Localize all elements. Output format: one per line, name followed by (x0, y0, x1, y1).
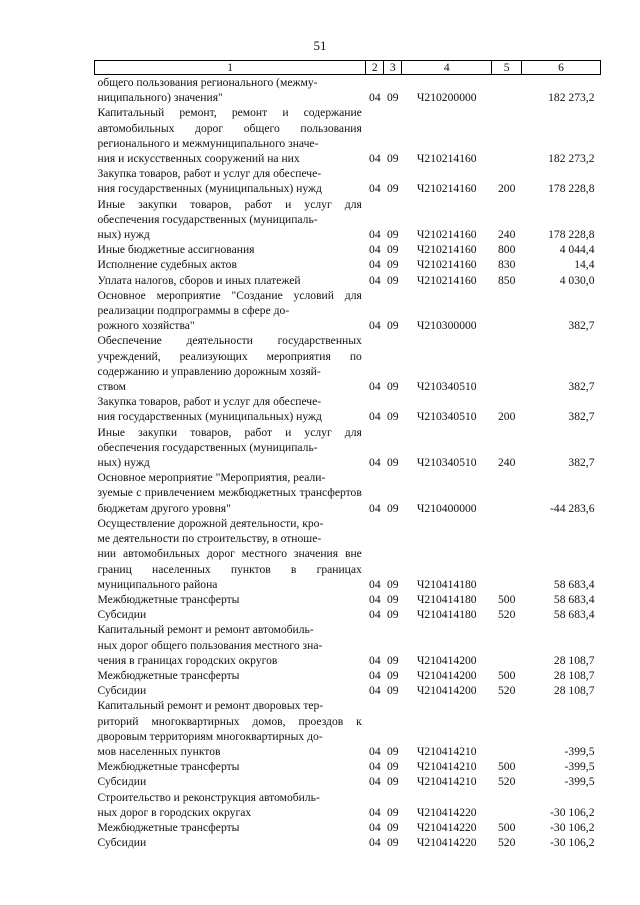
row-name: Обеспечение деятельности государственных учреждений, реализующих мероприятия по содержанию и управлению дорожным хозяй- ством (97, 334, 362, 394)
row-expense-type (492, 75, 522, 106)
row-name: Межбюджетные трансферты (97, 592, 240, 606)
row-target-article: Ч210214160 (416, 258, 477, 272)
row-name: Субсидии (97, 836, 147, 850)
row-amount: -399,5 (564, 775, 595, 789)
row-section: 04 (369, 805, 381, 819)
row-target-article: Ч210214160 (416, 152, 477, 166)
row-expense-type: 520 (497, 684, 516, 698)
header-cell-expense-type: 5 (492, 61, 522, 75)
row-name: Иные бюджетные ассигнования (97, 243, 255, 257)
row-section: 04 (369, 258, 381, 272)
row-section: 04 (369, 273, 381, 287)
table-row (95, 698, 601, 759)
row-name: общего пользования регионального (межму- ниципального) значения" (97, 76, 318, 105)
row-subsection: 09 (387, 820, 399, 834)
row-amount: 382,7 (568, 456, 595, 470)
row-expense-type: 520 (497, 608, 516, 622)
row-amount: 28 108,7 (553, 653, 595, 667)
row-subsection: 09 (387, 258, 399, 272)
row-target-article: Ч210414180 (416, 577, 477, 591)
table-header-row (95, 61, 601, 75)
row-expense-type: 520 (497, 836, 516, 850)
row-target-article: Ч210214160 (416, 228, 477, 242)
row-subsection: 09 (387, 182, 399, 196)
table-row (95, 668, 601, 683)
table-row (95, 835, 601, 850)
row-expense-type (492, 516, 522, 592)
table-row (95, 790, 601, 820)
row-expense-type (492, 333, 522, 394)
row-section: 04 (369, 836, 381, 850)
row-amount: 28 108,7 (553, 684, 595, 698)
row-target-article: Ч210200000 (416, 91, 477, 105)
row-name: Осуществление дорожной деятельности, кро- ме деятельности по строительству, в отноше- нии автомобильных дорог местного значения вне границ населенных пунктов в границах муниципального района (97, 516, 362, 591)
row-name: Межбюджетные трансферты (97, 820, 240, 834)
row-name: Субсидии (97, 775, 147, 789)
row-subsection: 09 (387, 744, 399, 758)
table-row (95, 425, 601, 471)
table-row (95, 759, 601, 774)
row-subsection: 09 (387, 577, 399, 591)
row-target-article: Ч210414210 (416, 760, 477, 774)
header-cell-subsection: 3 (384, 61, 402, 75)
row-subsection: 09 (387, 684, 399, 698)
header-cell-name: 1 (95, 61, 366, 75)
row-target-article: Ч210414180 (416, 608, 477, 622)
row-expense-type (492, 105, 522, 166)
row-subsection: 09 (387, 228, 399, 242)
row-amount: 58 683,4 (553, 592, 595, 606)
row-section: 04 (369, 228, 381, 242)
row-expense-type: 240 (497, 456, 516, 470)
row-subsection: 09 (387, 592, 399, 606)
row-target-article: Ч210414200 (416, 653, 477, 667)
header-cell-section: 2 (366, 61, 384, 75)
row-amount: 4 044,4 (559, 243, 595, 257)
row-amount: -30 106,2 (550, 805, 595, 819)
row-amount: 58 683,4 (553, 608, 595, 622)
table-body (95, 75, 601, 851)
row-section: 04 (369, 820, 381, 834)
row-expense-type: 500 (497, 760, 516, 774)
row-section: 04 (369, 243, 381, 257)
row-subsection: 09 (387, 410, 399, 424)
row-name: Основное мероприятие "Создание условий для реализации подпрограммы в сфере до- рожного хозяйства" (97, 288, 362, 333)
row-subsection: 09 (387, 760, 399, 774)
row-amount: -30 106,2 (550, 820, 595, 834)
row-amount: 28 108,7 (553, 668, 595, 682)
row-section: 04 (369, 775, 381, 789)
row-expense-type: 500 (497, 668, 516, 682)
row-name: Иные закупки товаров, работ и услуг для обеспечения государственных (муниципаль- ных) нужд (97, 197, 362, 242)
row-name: Иные закупки товаров, работ и услуг для обеспечения государственных (муниципаль- ных) нужд (97, 425, 362, 470)
row-target-article: Ч210414210 (416, 775, 477, 789)
row-section: 04 (369, 182, 381, 196)
row-subsection: 09 (387, 152, 399, 166)
row-amount: 182 273,2 (548, 152, 595, 166)
header-cell-amount: 6 (522, 61, 601, 75)
row-section: 04 (369, 319, 381, 333)
row-expense-type: 500 (497, 592, 516, 606)
row-expense-type: 500 (497, 820, 516, 834)
table-row (95, 516, 601, 592)
table-row (95, 607, 601, 622)
row-amount: -399,5 (564, 760, 595, 774)
row-expense-type: 200 (497, 182, 516, 196)
row-target-article: Ч210414220 (416, 836, 477, 850)
row-amount: 58 683,4 (553, 577, 595, 591)
row-amount: 182 273,2 (548, 91, 595, 105)
row-name: Основное мероприятие "Мероприятия, реали- зуемые с привлечением межбюджетных трансфертов бюджетам другого уровня" (97, 471, 362, 515)
table-row (95, 622, 601, 668)
row-amount: 4 030,0 (559, 273, 595, 287)
row-name: Межбюджетные трансферты (97, 668, 240, 682)
row-section: 04 (369, 684, 381, 698)
row-target-article: Ч210414180 (416, 592, 477, 606)
row-expense-type (492, 470, 522, 516)
row-subsection: 09 (387, 91, 399, 105)
row-target-article: Ч210400000 (416, 501, 477, 515)
row-subsection: 09 (387, 319, 399, 333)
table-row (95, 288, 601, 334)
table-row (95, 394, 601, 424)
row-name: Уплата налогов, сборов и иных платежей (97, 273, 301, 287)
table-row (95, 683, 601, 698)
row-section: 04 (369, 456, 381, 470)
row-target-article: Ч210300000 (416, 319, 477, 333)
row-section: 04 (369, 760, 381, 774)
row-name: Межбюджетные трансферты (97, 760, 240, 774)
row-amount: 178 228,8 (548, 228, 595, 242)
row-section: 04 (369, 501, 381, 515)
row-name: Закупка товаров, работ и услуг для обеспече- ния государственных (муниципальных) нужд (97, 395, 322, 424)
row-name: Закупка товаров, работ и услуг для обеспече- ния государственных (муниципальных) нужд (97, 167, 322, 196)
row-section: 04 (369, 592, 381, 606)
row-section: 04 (369, 152, 381, 166)
table-row (95, 257, 601, 272)
table-row (95, 333, 601, 394)
row-subsection: 09 (387, 608, 399, 622)
row-section: 04 (369, 744, 381, 758)
row-name: Исполнение судебных актов (97, 258, 237, 272)
row-subsection: 09 (387, 243, 399, 257)
row-subsection: 09 (387, 380, 399, 394)
row-expense-type: 200 (497, 410, 516, 424)
row-subsection: 09 (387, 653, 399, 667)
row-expense-type: 240 (497, 228, 516, 242)
row-target-article: Ч210414220 (416, 820, 477, 834)
row-amount: 382,7 (568, 319, 595, 333)
row-expense-type (492, 288, 522, 334)
row-amount: 382,7 (568, 410, 595, 424)
row-name: Строительство и реконструкция автомобиль- ных дорог в городских округах (97, 790, 320, 819)
table-row (95, 273, 601, 288)
budget-table (94, 60, 601, 850)
table-row (95, 75, 601, 106)
page-number: 51 (313, 38, 327, 53)
row-amount: -399,5 (564, 744, 595, 758)
row-section: 04 (369, 577, 381, 591)
table-row (95, 592, 601, 607)
row-expense-type (492, 622, 522, 668)
row-name: Субсидии (97, 684, 147, 698)
row-subsection: 09 (387, 456, 399, 470)
row-amount: 382,7 (568, 380, 595, 394)
row-target-article: Ч210214160 (416, 182, 477, 196)
row-expense-type: 520 (497, 775, 516, 789)
row-section: 04 (369, 91, 381, 105)
row-section: 04 (369, 380, 381, 394)
row-target-article: Ч210340510 (416, 380, 477, 394)
row-target-article: Ч210414200 (416, 668, 477, 682)
row-section: 04 (369, 608, 381, 622)
table-row (95, 820, 601, 835)
table-row (95, 470, 601, 516)
table-row (95, 197, 601, 243)
row-expense-type (492, 698, 522, 759)
row-subsection: 09 (387, 273, 399, 287)
row-target-article: Ч210214160 (416, 273, 477, 287)
row-name: Капитальный ремонт и ремонт автомобиль- ных дорог общего пользования местного зна- чения в границах городских округов (97, 623, 323, 667)
row-target-article: Ч210214160 (416, 243, 477, 257)
table-row (95, 242, 601, 257)
row-subsection: 09 (387, 668, 399, 682)
row-subsection: 09 (387, 805, 399, 819)
row-amount: 178 228,8 (548, 182, 595, 196)
row-name: Капитальный ремонт и ремонт дворовых тер- риторий многоквартирных домов, проездов к дворовым территориям многоквартирных до- мов населенных пунктов (97, 699, 362, 758)
row-target-article: Ч210414200 (416, 684, 477, 698)
header-cell-target-article: 4 (402, 61, 492, 75)
row-name: Капитальный ремонт, ремонт и содержание автомобильных дорог общего пользования регионального и межмуниципального значе- ния и искусственных сооружений на них (97, 106, 362, 166)
table-row (95, 774, 601, 789)
row-section: 04 (369, 668, 381, 682)
row-subsection: 09 (387, 775, 399, 789)
row-name: Субсидии (97, 608, 147, 622)
row-expense-type: 830 (497, 258, 516, 272)
row-section: 04 (369, 653, 381, 667)
row-amount: -44 283,6 (550, 501, 595, 515)
row-section: 04 (369, 410, 381, 424)
table-row (95, 166, 601, 196)
row-expense-type (492, 790, 522, 820)
row-amount: 14,4 (574, 258, 595, 272)
row-subsection: 09 (387, 836, 399, 850)
row-subsection: 09 (387, 501, 399, 515)
table-row (95, 105, 601, 166)
row-target-article: Ч210340510 (416, 410, 477, 424)
row-target-article: Ч210340510 (416, 456, 477, 470)
row-expense-type: 800 (497, 243, 516, 257)
row-expense-type: 850 (497, 273, 516, 287)
row-target-article: Ч210414210 (416, 744, 477, 758)
row-amount: -30 106,2 (550, 836, 595, 850)
row-target-article: Ч210414220 (416, 805, 477, 819)
